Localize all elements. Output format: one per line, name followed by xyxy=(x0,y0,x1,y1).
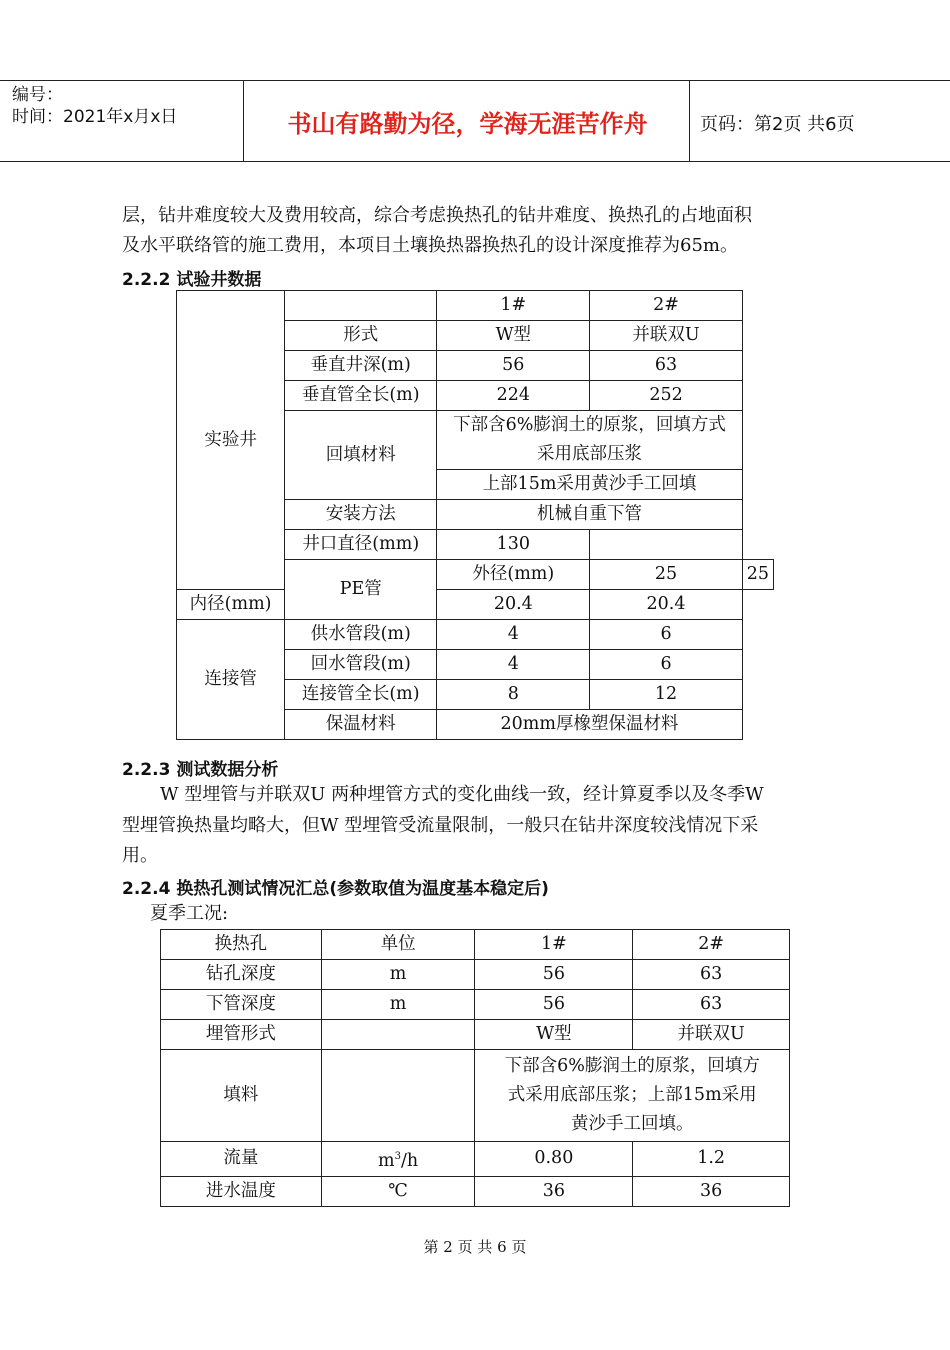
flow-unit: $m^3/h$ xyxy=(321,1142,475,1177)
table-row: 安装方法 机械自重下管 xyxy=(177,500,774,530)
table-row: PE管 外径(mm) 25 25 xyxy=(177,560,774,590)
header-divider-left xyxy=(243,80,244,162)
page-footer: 第 2 页 共 6 页 xyxy=(423,1238,527,1256)
table-row: 上部15m采用黄沙手工回填 xyxy=(177,470,774,500)
section-heading-222: 2.2.2 试验井数据 xyxy=(122,270,262,290)
number-label: 编号： xyxy=(12,85,63,105)
table-row: 填料 下部含6%膨润土的原浆，回填方 式采用底部压浆；上部15m采用 黄沙手工回填。 xyxy=(161,1050,790,1142)
table-row: 保温材料 20mm厚橡塑保温材料 xyxy=(177,710,774,740)
table-row: 内径(mm) 20.4 20.4 xyxy=(177,590,774,620)
col-header-2: 2# xyxy=(590,291,742,321)
table-row: 进水温度 ℃ 36 36 xyxy=(161,1176,790,1206)
analysis-line-1: W 型埋管与并联双U 两种埋管方式的变化曲线一致，经计算夏季以及冬季W xyxy=(160,784,764,805)
time-label: 时间：2021年x月x日 xyxy=(12,107,178,127)
group-label-well: 实验井 xyxy=(177,291,285,590)
col-header-1: 1# xyxy=(437,291,590,321)
section-heading-224: 2.2.4 换热孔测试情况汇总(参数取值为温度基本稳定后) xyxy=(122,879,549,899)
table-row: 形式 W型 并联双U xyxy=(177,321,774,351)
group-label-pe: PE管 xyxy=(285,560,437,620)
table-row: 下管深度 m 56 63 xyxy=(161,990,790,1020)
group-label-conn: 连接管 xyxy=(177,620,285,740)
table-row xyxy=(177,291,774,321)
table-row: 回填材料 下部含6%膨润土的原浆，回填方式采用底部压浆 xyxy=(177,411,774,470)
summer-subtitle: 夏季工况: xyxy=(150,903,229,924)
analysis-line-3: 用。 xyxy=(122,845,158,866)
summary-table xyxy=(160,929,790,1207)
header-page-number: 页码：第2页 共6页 xyxy=(700,114,855,135)
header-top-rule xyxy=(0,80,950,81)
table-row: 埋管形式 W型 并联双U xyxy=(161,1020,790,1050)
header-motto: 书山有路勤为径，学海无涯苦作舟 xyxy=(287,110,648,138)
table-row: 流量 $m^3/h$ 0.80 1.2 xyxy=(161,1142,790,1177)
table-row: 连接管全长(m) 8 12 xyxy=(177,680,774,710)
intro-line-1: 层，钻井难度较大及费用较高，综合考虑换热孔的钻井难度、换热孔的占地面积 xyxy=(122,205,752,226)
section-heading-223: 2.2.3 测试数据分析 xyxy=(122,760,279,780)
table-row: 回水管段(m) 4 6 xyxy=(177,650,774,680)
table-row: 钻孔深度 m 56 63 xyxy=(161,960,790,990)
fill-cell: 下部含6%膨润土的原浆，回填方 式采用底部压浆；上部15m采用 黄沙手工回填。 xyxy=(475,1050,790,1142)
table-row: 井口直径(mm) 130 xyxy=(177,530,774,560)
test-well-table xyxy=(176,290,774,740)
table-header-row: 换热孔 单位 1# 2# xyxy=(161,930,790,960)
table-row: 连接管 供水管段(m) 4 6 xyxy=(177,620,774,650)
header-bottom-rule xyxy=(0,161,950,162)
table-row: 垂直管全长(m) 224 252 xyxy=(177,381,774,411)
header-meta xyxy=(12,84,177,128)
analysis-line-2: 型埋管换热量均略大，但W 型埋管受流量限制，一般只在钻井深度较浅情况下采 xyxy=(122,815,759,836)
intro-line-2: 及水平联络管的施工费用，本项目土壤换热器换热孔的设计深度推荐为65m。 xyxy=(122,235,738,256)
table-row: 垂直井深(m) 56 63 xyxy=(177,351,774,381)
